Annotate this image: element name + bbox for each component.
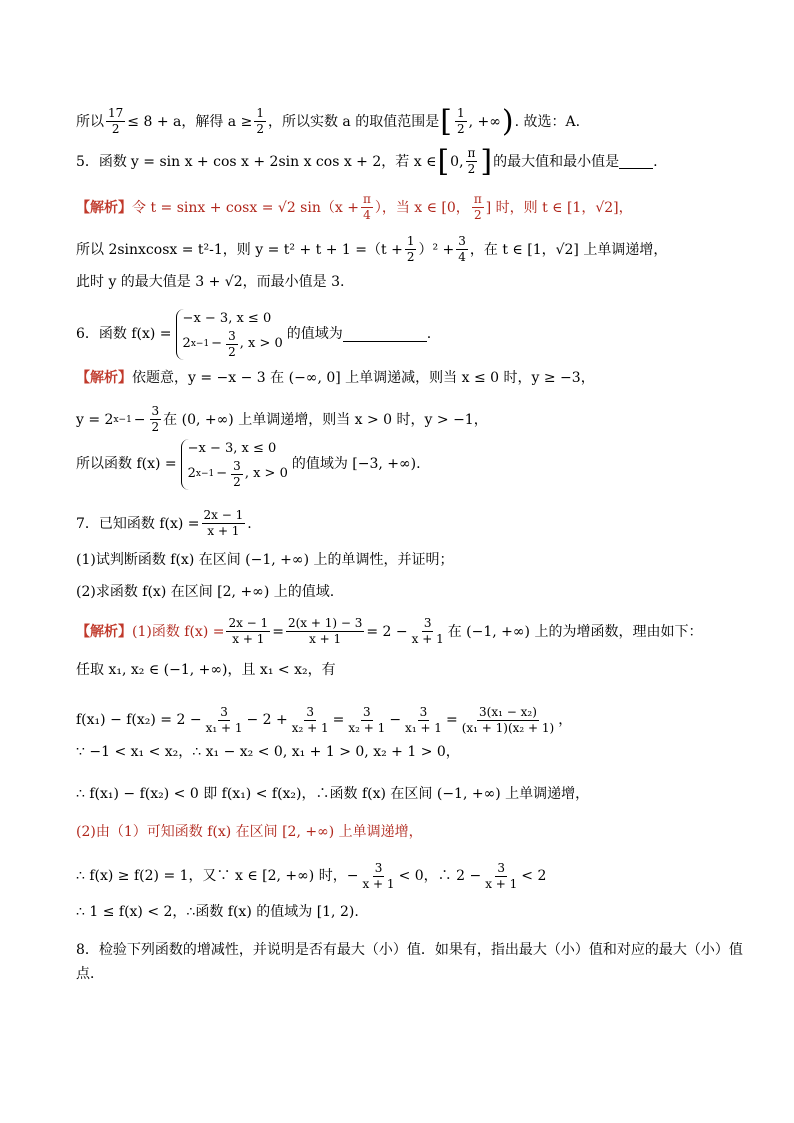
analysis-tag: 【解析】 [76, 199, 132, 216]
question-5 [76, 143, 764, 179]
frac-den: 2 [151, 420, 160, 434]
piece-base: 2 [182, 336, 191, 351]
piece-exp: x−1 [190, 339, 210, 349]
frac-num: 3 [374, 860, 383, 875]
sol-text: ∴ f(x) ≥ f(2) = 1，又∵ x ∈ [2, +∞) 时，− [76, 868, 359, 884]
piece-row-1: −x − 3, x ≤ 0 [187, 440, 277, 456]
minus: − [389, 712, 402, 728]
q5-number: 5．函数 [76, 153, 127, 170]
piece-cond: , x > 0 [244, 466, 288, 481]
sol-text: 依题意，y = −x − 3 在 (−∞, 0] 上单调递减，则当 x ≤ 0 时，y ≥ −3， [132, 370, 595, 386]
left-bracket: [ [440, 103, 452, 139]
sol-text: ∴ 1 ≤ f(x) < 2，∴函数 f(x) 的值域为 [1, 2). [76, 904, 359, 920]
sol-text: ）² + [418, 241, 455, 258]
q5-solution-line-3 [76, 272, 764, 292]
minus: − [133, 411, 146, 428]
analysis-tag: 【解析】 [76, 623, 132, 640]
sol-text: 在 (0, +∞) 上单调递增，则当 x > 0 时，y > −1， [163, 411, 488, 428]
frac-den: 2 [233, 474, 241, 489]
prev-text-4: . 故选：A. [514, 113, 581, 130]
frac-den: 2 [467, 162, 476, 176]
frac-den: 2 [111, 122, 120, 136]
q6-solution-line-3 [76, 440, 764, 488]
q6-solution-line-1 [76, 368, 764, 388]
frac-num: 3 [228, 328, 236, 343]
q7-solution-line-7 [76, 856, 764, 896]
fraction [204, 705, 245, 736]
q6-solution-line-2 [76, 404, 764, 435]
q7-solution-line-8 [76, 902, 764, 922]
q7-solution-line-3 [76, 700, 764, 740]
frac-den: x + 1 [362, 876, 395, 891]
frac-num: 2(x + 1) − 3 [287, 616, 363, 630]
frac-num: 1 [406, 234, 415, 248]
sol-text: y = 2 [76, 411, 114, 428]
q7-solution-line-6 [76, 822, 764, 842]
fraction [231, 459, 243, 490]
piece-exp: x−1 [195, 469, 215, 479]
fraction [361, 192, 373, 223]
frac-num: 2x − 1 [203, 508, 244, 522]
equals: = [445, 712, 458, 728]
right-bracket: ] [480, 143, 493, 179]
frac-num: 3 [233, 458, 241, 473]
piece-cond: , x > 0 [239, 336, 283, 351]
frac-den: 2 [473, 208, 482, 222]
frac-num: 3 [306, 704, 315, 719]
frac-den: 4 [363, 208, 371, 222]
q7-end: . [247, 515, 252, 532]
sol-text: ∵ −1 < x₁ < x₂，∴ x₁ − x₂ < 0, x₁ + 1 > 0, x₂ + 1 > 0， [76, 744, 460, 760]
sol-text: 任取 x₁, x₂ ∈ (−1, +∞)，且 x₁ < x₂，有 [76, 662, 336, 678]
frac-num: 3 [419, 704, 428, 719]
prev-text-3: ，所以实数 a 的取值范围是 [267, 113, 440, 130]
prev-text-2: ≤ 8 + a，解得 a ≥ [127, 113, 253, 130]
fraction [254, 106, 266, 137]
sol-text: ，在 t ∈ [1，√2] 上单调递增， [469, 241, 668, 258]
frac-den: x₂ + 1 [348, 720, 386, 735]
equals: = [332, 712, 345, 728]
frac-den: x₁ + 1 [205, 720, 243, 735]
frac-den: x₁ + 1 [405, 720, 442, 735]
frac-den: x + 1 [485, 876, 518, 891]
fraction [403, 705, 444, 736]
frac-num: 3 [423, 616, 432, 630]
fraction [226, 329, 238, 360]
sol-text: f(x₁) − f(x₂) = 2 − [76, 712, 202, 728]
q5-tail: 的最大值和最小值是 [493, 153, 620, 170]
frac-den: x + 1 [309, 632, 342, 646]
piece-minus: − [211, 336, 223, 351]
q7-solution-line-4 [76, 742, 764, 762]
q7-part-1-text: (1)试判断函数 f(x) 在区间 (−1, +∞) 上的单调性，并证明； [76, 552, 454, 568]
fraction [483, 861, 519, 892]
q7-part-1 [76, 550, 764, 570]
question-6 [76, 310, 764, 358]
q7-number: 7．已知函数 f(x) = [76, 515, 200, 532]
frac-num: π [467, 146, 476, 160]
fraction [346, 705, 387, 736]
sol-text: 此时 y 的最大值是 3 + √2，而最小值是 3. [76, 274, 345, 290]
prev-text-1: 所以 [76, 113, 104, 130]
fraction [360, 861, 396, 892]
equals: = 2 − [366, 623, 408, 640]
frac-den: 2 [406, 250, 415, 264]
fraction [456, 234, 468, 265]
sol-text: 在 (−1, +∞) 上的为增函数，理由如下： [447, 623, 703, 640]
analysis-tag: 【解析】 [76, 370, 132, 386]
q5-solution-line-2 [76, 234, 764, 265]
frac-den: 2 [228, 344, 236, 359]
piecewise-brace [176, 309, 283, 360]
sol-text: < 0，∴ 2 − [398, 868, 482, 884]
frac-den: x + 1 [411, 632, 444, 646]
prev-answer-line [76, 103, 764, 139]
question-7 [76, 508, 764, 539]
q5-solution-line-1 [76, 192, 764, 223]
comma: ， [558, 712, 573, 728]
frac-num: 3 [363, 704, 371, 719]
fraction [455, 106, 467, 137]
frac-num: 1 [456, 106, 465, 120]
fraction [106, 106, 125, 137]
fraction [466, 146, 478, 177]
q5-end: . [653, 153, 658, 170]
frac-num: π [362, 192, 371, 206]
fraction [226, 616, 270, 647]
right-paren: ) [501, 103, 514, 139]
frac-num: 2x − 1 [228, 616, 269, 630]
fraction [410, 616, 446, 647]
question-8 [76, 938, 754, 986]
q5-int-left: 0, [450, 153, 464, 170]
answer-blank [343, 327, 427, 342]
piece-row-1: −x − 3, x ≤ 0 [182, 310, 272, 326]
q7-part-2 [76, 582, 764, 602]
fraction [286, 616, 364, 647]
piece-minus: − [216, 466, 228, 481]
piecewise-brace [181, 439, 288, 490]
q7-solution-line-1 [76, 616, 764, 647]
piece-row-2 [183, 329, 283, 360]
fraction [460, 705, 557, 736]
sol-text: (2)由（1）可知函数 f(x) 在区间 [2, +∞) 上单调递增， [76, 824, 423, 840]
q6-end: . [426, 326, 432, 342]
q7-solution-line-2 [76, 660, 764, 680]
frac-num: 3 [151, 404, 160, 418]
interval-rest: , +∞ [468, 113, 501, 130]
frac-den: x₂ + 1 [291, 720, 329, 735]
fraction [290, 705, 331, 736]
sol-text: (1)函数 f(x) = [132, 623, 225, 640]
q6-number: 6．函数 f(x) = [76, 326, 172, 342]
equals: = [272, 623, 284, 640]
exp: x−1 [113, 414, 132, 425]
frac-num: 3 [497, 860, 506, 875]
answer-blank [619, 154, 653, 169]
frac-num: 3 [458, 234, 466, 248]
q8-text: 8．检验下列函数的增减性，并说明是否有最大（小）值．如果有，指出最大（小）值和对应的最大（小）值点． [76, 942, 743, 982]
frac-num: 3 [220, 704, 228, 719]
sol-text: 的值域为 [−3, +∞). [291, 456, 421, 472]
sol-text: 令 t = sinx + cosx = √2 sin（x + [132, 199, 359, 216]
fraction [202, 508, 246, 539]
sol-text: − 2 + [246, 712, 288, 728]
frac-den: 2 [456, 122, 465, 136]
left-bracket: [ [437, 143, 450, 179]
q5-expr: y = sin x + cos x + 2sin x cos x + 2，若 x ∈ [130, 153, 437, 170]
frac-num: 1 [256, 106, 264, 120]
fraction [150, 404, 162, 435]
frac-num: 3(x₁ − x₂) [479, 704, 537, 719]
q6-tail: 的值域为 [286, 326, 343, 342]
frac-den: x + 1 [232, 632, 265, 646]
sol-text: < 2 [521, 868, 547, 884]
frac-num: 17 [108, 106, 124, 120]
frac-den: 2 [256, 122, 264, 136]
sol-text: 所以 2sinxcosx = t²-1，则 y = t² + t + 1 =（t + [76, 241, 403, 258]
sol-text: ），当 x ∈ [0， [374, 199, 470, 216]
piece-base: 2 [187, 466, 196, 481]
sol-text: ] 时，则 t ∈ [1，√2]， [485, 199, 633, 216]
fraction [405, 234, 417, 265]
piece-row-2 [188, 459, 288, 490]
frac-den: (x₁ + 1)(x₂ + 1) [461, 720, 555, 735]
frac-num: π [473, 192, 482, 206]
frac-den: 4 [458, 250, 466, 264]
frac-den: x + 1 [207, 524, 240, 538]
fraction [472, 192, 484, 223]
sol-text: ∴ f(x₁) − f(x₂) < 0 即 f(x₁) < f(x₂)，∴函数 f(x) 在区间 (−1, +∞) 上单调递增， [76, 786, 590, 802]
q7-solution-line-5 [76, 784, 764, 804]
sol-text: 所以函数 f(x) = [76, 456, 177, 472]
q7-part-2-text: (2)求函数 f(x) 在区间 [2, +∞) 上的值域. [76, 584, 335, 600]
